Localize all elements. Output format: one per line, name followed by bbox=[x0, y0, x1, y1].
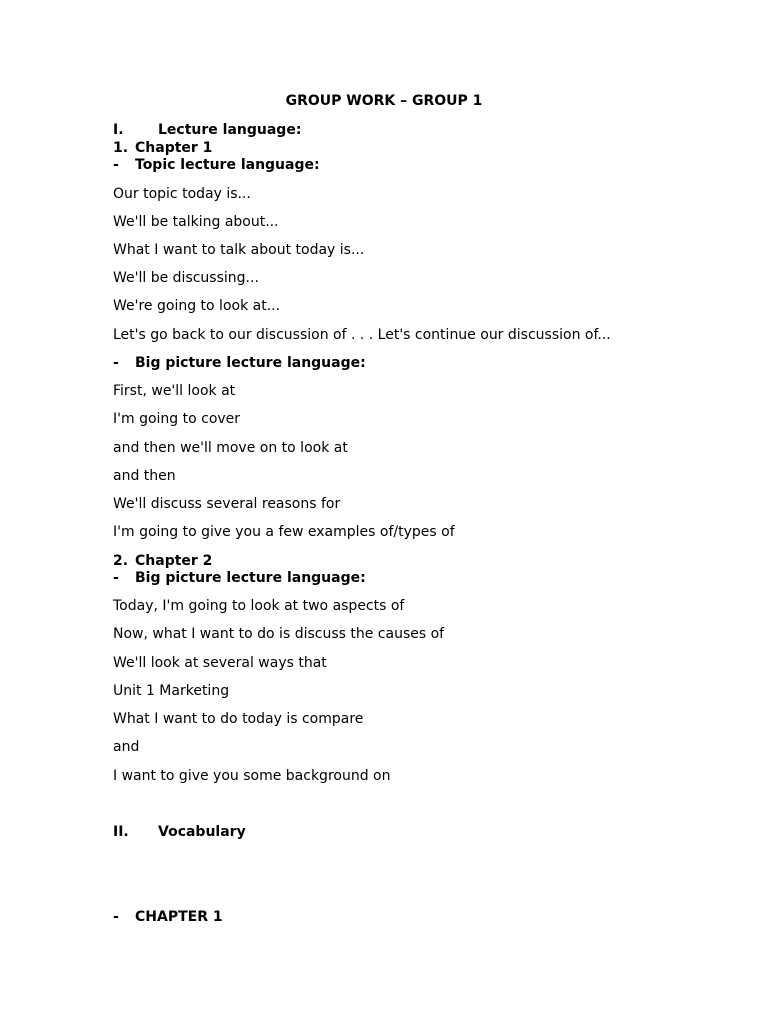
dash-bullet: - bbox=[113, 570, 119, 586]
phrase-line: and then we'll move on to look at bbox=[113, 440, 348, 456]
chapter-heading-1 bbox=[113, 139, 212, 157]
subheading-text: Big picture lecture language: bbox=[135, 570, 366, 586]
document-title: GROUP WORK – GROUP 1 bbox=[285, 93, 483, 109]
dash-bullet: - bbox=[113, 909, 119, 925]
subheading-big-picture-2 bbox=[113, 569, 366, 587]
phrase-line: We'll be talking about... bbox=[113, 214, 279, 230]
phrase-line: Our topic today is... bbox=[113, 186, 251, 202]
phrase-line: I'm going to give you a few examples of/types of bbox=[113, 524, 455, 540]
subheading-topic-lecture-language bbox=[113, 156, 320, 174]
phrase-line: I'm going to cover bbox=[113, 411, 241, 427]
dash-bullet: - bbox=[113, 157, 119, 173]
phrase-line: We'll be discussing... bbox=[113, 270, 259, 286]
phrase-line: We'll look at several ways that bbox=[113, 655, 327, 671]
phrase-line: and then bbox=[113, 468, 176, 484]
phrase-line: We'll discuss several reasons for bbox=[113, 496, 341, 512]
phrase-line: First, we'll look at bbox=[113, 383, 236, 399]
section-marker: I. bbox=[113, 122, 124, 138]
phrase-line: What I want to talk about today is... bbox=[113, 242, 365, 258]
dash-bullet: - bbox=[113, 355, 119, 371]
phrase-line: I want to give you some background on bbox=[113, 768, 391, 784]
subheading-text: CHAPTER 1 bbox=[135, 909, 223, 925]
phrase-line: Today, I'm going to look at two aspects of bbox=[113, 598, 405, 614]
phrase-line: What I want to do today is compare bbox=[113, 711, 364, 727]
subheading-text: Big picture lecture language: bbox=[135, 355, 366, 371]
subheading-big-picture-1 bbox=[113, 354, 366, 372]
chapter-heading-2 bbox=[113, 552, 212, 570]
section-heading-lecture-language bbox=[113, 121, 301, 139]
phrase-line: Now, what I want to do is discuss the causes of bbox=[113, 626, 445, 642]
chapter-title: Chapter 1 bbox=[135, 140, 213, 156]
phrase-line: We're going to look at... bbox=[113, 298, 281, 314]
subheading-chapter-1-caps bbox=[113, 908, 223, 926]
section-heading-vocabulary bbox=[113, 823, 246, 841]
section-title: Vocabulary bbox=[158, 824, 246, 840]
list-number: 1. bbox=[113, 140, 129, 156]
list-number: 2. bbox=[113, 553, 129, 569]
subheading-text: Topic lecture language: bbox=[135, 157, 320, 173]
phrase-line: and bbox=[113, 739, 140, 755]
chapter-title: Chapter 2 bbox=[135, 553, 213, 569]
section-title: Lecture language: bbox=[158, 122, 302, 138]
phrase-line: Let's go back to our discussion of . . . Let's continue our discussion of... bbox=[113, 327, 611, 343]
section-marker: II. bbox=[113, 824, 129, 840]
phrase-line: Unit 1 Marketing bbox=[113, 683, 230, 699]
